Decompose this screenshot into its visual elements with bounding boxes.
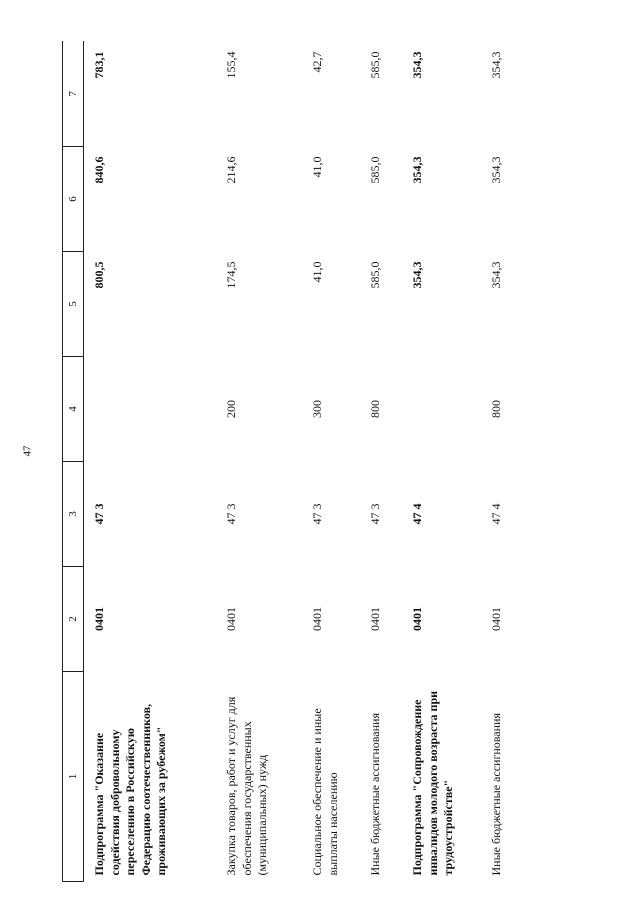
row-name: Подпрограмма "Оказание содействия добровольному переселению в Российскую Федерацию соотечественников, проживающих за рубежом" (92, 703, 169, 876)
row-value-7: 42,7 (310, 51, 324, 73)
header-cell-1: 1 (63, 672, 84, 882)
table-row (402, 42, 463, 882)
row-value-5: 174,5 (224, 261, 238, 289)
row-expense-type: 200 (224, 400, 238, 418)
row-name: Социальное обеспечение и иные выплаты населению (310, 708, 340, 876)
table-row (302, 42, 360, 882)
row-value-7: 155,4 (224, 51, 238, 79)
row-value-6: 354,3 (488, 156, 503, 184)
row-value-6: 840,6 (92, 156, 106, 184)
table-row (84, 42, 217, 882)
row-section-code: 0401 (92, 607, 106, 631)
row-name: Иные бюджетные ассигнования (488, 713, 503, 876)
header-cell-3: 3 (63, 462, 84, 567)
table-row (360, 42, 402, 882)
header-cell-6: 6 (63, 147, 84, 252)
row-value-7: 585,0 (368, 51, 382, 79)
row-expense-type: 800 (368, 400, 382, 418)
table-row (463, 42, 535, 882)
page-number: 47 (21, 445, 34, 457)
header-row (63, 42, 84, 882)
row-expense-type (402, 357, 463, 462)
row-value-6: 354,3 (410, 156, 424, 184)
row-expense-type (84, 357, 217, 462)
row-name: Иные бюджетные ассигнования (368, 713, 382, 876)
row-section-code: 0401 (488, 607, 503, 631)
row-section-code: 0401 (410, 607, 424, 631)
row-value-6: 41,0 (310, 156, 324, 178)
row-section-code: 0401 (368, 607, 382, 631)
row-section-code: 0401 (310, 607, 324, 631)
row-value-7: 354,3 (410, 51, 424, 79)
header-cell-7: 7 (63, 42, 84, 147)
row-value-6: 585,0 (368, 156, 382, 184)
row-value-5: 354,3 (410, 261, 424, 289)
row-value-5: 800,5 (92, 261, 106, 289)
row-value-5: 41,0 (310, 261, 324, 283)
row-value-7: 783,1 (92, 51, 106, 79)
rotated-table-container (62, 42, 560, 882)
row-expense-type: 300 (310, 400, 324, 418)
row-target-code: 47 3 (92, 503, 106, 525)
row-value-5: 585,0 (368, 261, 382, 289)
row-section-code: 0401 (224, 607, 238, 631)
row-expense-type: 800 (488, 400, 503, 418)
header-cell-2: 2 (63, 567, 84, 672)
row-name: Закупка товаров, работ и услуг для обеспечения государственных (муниципальных) нужд (224, 696, 270, 876)
header-cell-5: 5 (63, 252, 84, 357)
row-target-code: 47 3 (368, 503, 382, 525)
row-target-code: 47 3 (224, 503, 238, 525)
table-row (216, 42, 302, 882)
row-value-5: 354,3 (488, 261, 503, 289)
row-target-code: 47 4 (410, 503, 424, 525)
row-target-code: 47 4 (488, 503, 503, 525)
header-cell-4: 4 (63, 357, 84, 462)
budget-table (62, 42, 535, 883)
row-target-code: 47 3 (310, 503, 324, 525)
row-value-7: 354,3 (488, 51, 503, 79)
row-name: Подпрограмма "Сопровождение инвалидов молодого возраста при трудоустройстве" (410, 690, 456, 876)
row-value-6: 214,6 (224, 156, 238, 184)
